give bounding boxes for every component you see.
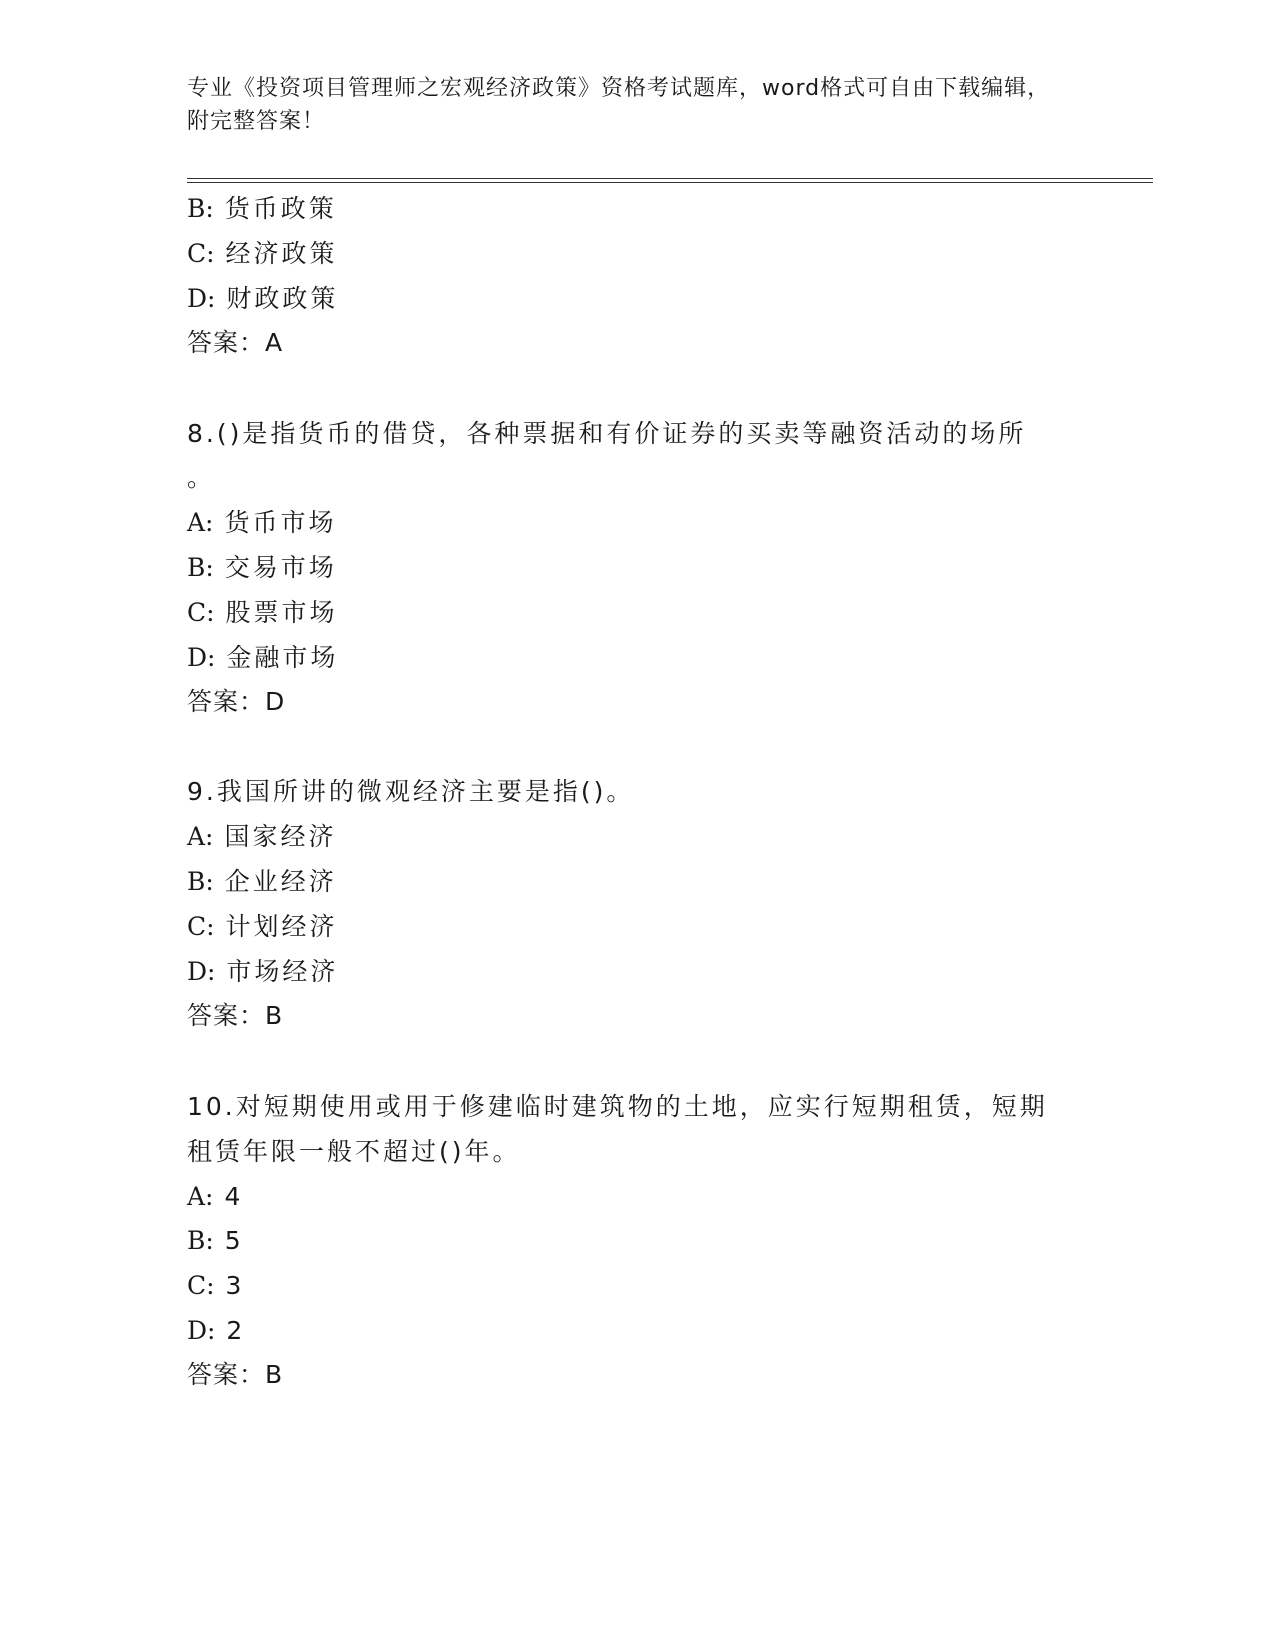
q8-option-a: A: 货币市场 — [187, 508, 337, 537]
q8-option-b: B: 交易市场 — [187, 553, 337, 582]
q9-option-d: D: 市场经济 — [187, 957, 339, 986]
q10-option-b: B: 5 — [187, 1226, 244, 1255]
q9-answer: 答案：B — [187, 1001, 284, 1030]
document-header — [187, 72, 1067, 138]
header-text: 专业《投资项目管理师之宏观经济政策》资格考试题库，word格式可自由下载编辑，附完整答案！ — [187, 76, 1051, 134]
q7-option-b: B: 货币政策 — [187, 194, 337, 223]
q8-option-d: D: 金融市场 — [187, 643, 339, 672]
q8-option-c: C: 股票市场 — [187, 598, 338, 627]
q10-option-c: C: 3 — [187, 1271, 245, 1300]
q10-stem-line1: 10.对短期使用或用于修建临时建筑物的土地，应实行短期租赁，短期 — [187, 1092, 1048, 1121]
q9-stem-line1: 9.我国所讲的微观经济主要是指()。 — [187, 777, 635, 806]
q7-option-d: D: 财政政策 — [187, 284, 339, 313]
q9-option-b: B: 企业经济 — [187, 867, 337, 896]
q10-option-d: D: 2 — [187, 1316, 246, 1345]
q10-option-a: A: 4 — [187, 1182, 244, 1211]
q8-stem-line1: 8.()是指货币的借贷，各种票据和有价证券的买卖等融资活动的场所 — [187, 419, 1027, 448]
q8-stem-line2: 。 — [187, 463, 216, 492]
q7-answer: 答案：A — [187, 328, 284, 357]
q7-option-c: C: 经济政策 — [187, 239, 338, 268]
q10-stem-line2: 租赁年限一般不超过()年。 — [187, 1137, 521, 1166]
header-divider-bottom — [187, 182, 1153, 183]
q8-answer: 答案：D — [187, 687, 286, 716]
q9-option-a: A: 国家经济 — [187, 822, 337, 851]
q10-answer: 答案：B — [187, 1360, 284, 1389]
q9-option-c: C: 计划经济 — [187, 912, 338, 941]
header-divider-top — [187, 178, 1153, 179]
